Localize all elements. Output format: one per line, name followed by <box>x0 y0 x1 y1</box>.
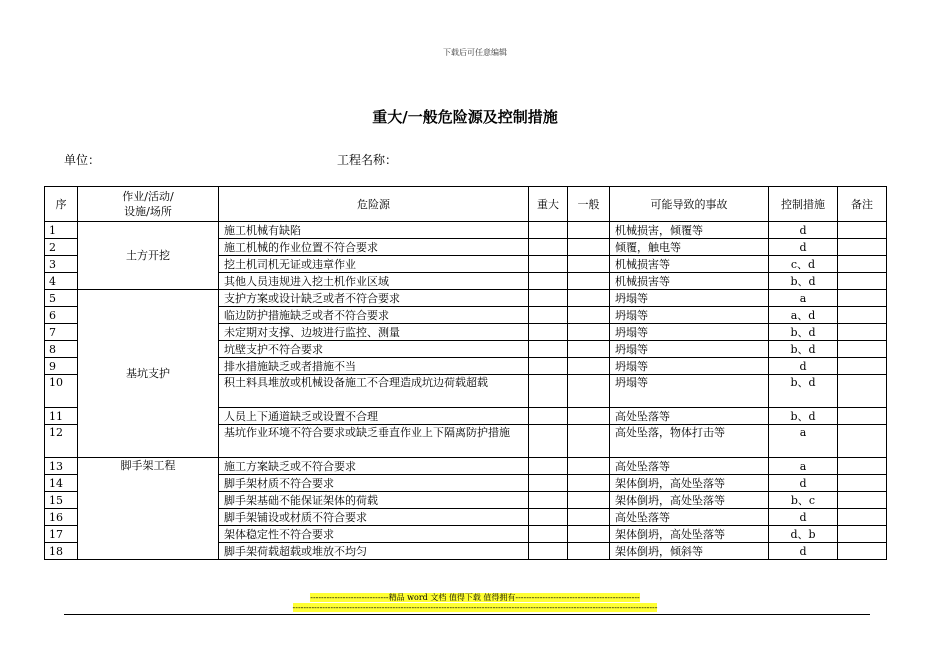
remarks-cell <box>838 375 887 408</box>
general-cell <box>568 526 610 543</box>
row-number: 8 <box>45 341 78 358</box>
control-cell: b、c <box>769 492 838 509</box>
row-number: 7 <box>45 324 78 341</box>
hazard-cell: 施工机械有缺陷 <box>219 222 529 239</box>
col-header-general: 一般 <box>568 187 610 222</box>
row-number: 18 <box>45 543 78 560</box>
remarks-cell <box>838 458 887 475</box>
row-number: 4 <box>45 273 78 290</box>
hazard-cell: 施工机械的作业位置不符合要求 <box>219 239 529 256</box>
remarks-cell <box>838 475 887 492</box>
control-cell: d <box>769 358 838 375</box>
major-cell <box>529 290 568 307</box>
general-cell <box>568 324 610 341</box>
accident-cell: 高处坠落等 <box>610 509 769 526</box>
accident-cell: 架体倒坍，高处坠落等 <box>610 492 769 509</box>
major-cell <box>529 458 568 475</box>
row-number: 17 <box>45 526 78 543</box>
hazard-cell: 未定期对支撑、边坡进行监控、测量 <box>219 324 529 341</box>
general-cell <box>568 290 610 307</box>
major-cell <box>529 307 568 324</box>
col-header-remarks: 备注 <box>838 187 887 222</box>
unit-label: 单位： <box>64 153 101 167</box>
header-note: 下载后可任意编辑 <box>443 48 507 57</box>
major-cell <box>529 475 568 492</box>
remarks-cell <box>838 543 887 560</box>
table-row <box>45 458 887 475</box>
col-header-hazard: 危险源 <box>219 187 529 222</box>
row-number: 1 <box>45 222 78 239</box>
remarks-cell <box>838 408 887 425</box>
major-cell <box>529 375 568 408</box>
general-cell <box>568 492 610 509</box>
table-row <box>45 290 887 307</box>
remarks-cell <box>838 256 887 273</box>
row-number: 3 <box>45 256 78 273</box>
accident-cell: 坍塌等 <box>610 307 769 324</box>
category-cell: 脚手架工程 <box>78 458 219 560</box>
hazard-cell: 人员上下通道缺乏或设置不合理 <box>219 408 529 425</box>
row-number: 11 <box>45 408 78 425</box>
row-number: 16 <box>45 509 78 526</box>
major-cell <box>529 543 568 560</box>
accident-cell: 倾覆，触电等 <box>610 239 769 256</box>
remarks-cell <box>838 324 887 341</box>
major-cell <box>529 509 568 526</box>
row-number: 2 <box>45 239 78 256</box>
control-cell: b、d <box>769 273 838 290</box>
general-cell <box>568 358 610 375</box>
control-cell: c、d <box>769 256 838 273</box>
hazard-cell: 施工方案缺乏或不符合要求 <box>219 458 529 475</box>
control-cell: a <box>769 290 838 307</box>
col-header-activity-line1: 作业/活动/ <box>122 190 174 203</box>
accident-cell: 机械损害，倾覆等 <box>610 222 769 239</box>
project-name-label: 工程名称： <box>337 153 398 167</box>
accident-cell: 机械损害等 <box>610 273 769 290</box>
major-cell <box>529 222 568 239</box>
control-cell: b、d <box>769 375 838 408</box>
col-header-activity <box>78 187 219 222</box>
hazard-table <box>44 186 887 560</box>
remarks-cell <box>838 290 887 307</box>
row-number: 14 <box>45 475 78 492</box>
general-cell <box>568 341 610 358</box>
remarks-cell <box>838 239 887 256</box>
category-cell: 基坑支护 <box>78 290 219 458</box>
remarks-cell <box>838 526 887 543</box>
major-cell <box>529 408 568 425</box>
hazard-cell: 其他人员违规进入挖土机作业区域 <box>219 273 529 290</box>
col-header-control: 控制措施 <box>769 187 838 222</box>
accident-cell: 坍塌等 <box>610 341 769 358</box>
hazard-cell: 脚手架基础不能保证架体的荷载 <box>219 492 529 509</box>
hazard-cell: 脚手架材质不符合要求 <box>219 475 529 492</box>
general-cell <box>568 239 610 256</box>
major-cell <box>529 425 568 458</box>
row-number: 13 <box>45 458 78 475</box>
major-cell <box>529 358 568 375</box>
accident-cell: 机械损害等 <box>610 256 769 273</box>
control-cell: d <box>769 509 838 526</box>
accident-cell: 高处坠落等 <box>610 458 769 475</box>
hazard-cell: 挖土机司机无证或违章作业 <box>219 256 529 273</box>
hazard-cell: 脚手架荷载超载或堆放不均匀 <box>219 543 529 560</box>
remarks-cell <box>838 509 887 526</box>
row-number: 5 <box>45 290 78 307</box>
footer-dashes-text: --------------------------------------------------------------------------------------------------------------------------------------- <box>292 603 658 612</box>
major-cell <box>529 239 568 256</box>
accident-cell: 高处坠落等 <box>610 408 769 425</box>
row-number: 9 <box>45 358 78 375</box>
general-cell <box>568 408 610 425</box>
row-number: 15 <box>45 492 78 509</box>
hazard-cell: 积土料具堆放或机械设备施工不合理造成坑边荷载超载 <box>219 375 529 408</box>
control-cell: b、d <box>769 408 838 425</box>
control-cell: a <box>769 458 838 475</box>
accident-cell: 坍塌等 <box>610 324 769 341</box>
footer-banner-dashes <box>0 603 950 612</box>
major-cell <box>529 256 568 273</box>
control-cell: d、b <box>769 526 838 543</box>
accident-cell: 高处坠落，物体打击等 <box>610 425 769 458</box>
control-cell: b、d <box>769 324 838 341</box>
general-cell <box>568 273 610 290</box>
control-cell: a、d <box>769 307 838 324</box>
major-cell <box>529 492 568 509</box>
general-cell <box>568 425 610 458</box>
general-cell <box>568 475 610 492</box>
remarks-cell <box>838 358 887 375</box>
major-cell <box>529 341 568 358</box>
control-cell: d <box>769 543 838 560</box>
general-cell <box>568 509 610 526</box>
footer-banner-text: -----------------------------精品 word 文档 值得下载 值得拥有---------------------------------------------- <box>310 593 640 602</box>
col-header-accident: 可能导致的事故 <box>610 187 769 222</box>
major-cell <box>529 273 568 290</box>
general-cell <box>568 222 610 239</box>
hazard-cell: 基坑作业环境不符合要求或缺乏垂直作业上下隔离防护措施 <box>219 425 529 458</box>
accident-cell: 坍塌等 <box>610 290 769 307</box>
col-header-activity-line2: 设施/场所 <box>124 205 172 218</box>
accident-cell: 架体倒坍，高处坠落等 <box>610 475 769 492</box>
remarks-cell <box>838 425 887 458</box>
hazard-cell: 排水措施缺乏或者措施不当 <box>219 358 529 375</box>
footer-banner <box>0 592 950 603</box>
hazard-cell: 坑壁支护不符合要求 <box>219 341 529 358</box>
remarks-cell <box>838 222 887 239</box>
page-title: 重大/一般危险源及控制措施 <box>372 108 558 126</box>
accident-cell: 坍塌等 <box>610 375 769 408</box>
control-cell: d <box>769 475 838 492</box>
hazard-cell: 临边防护措施缺乏或者不符合要求 <box>219 307 529 324</box>
control-cell: d <box>769 239 838 256</box>
row-number: 12 <box>45 425 78 458</box>
remarks-cell <box>838 341 887 358</box>
major-cell <box>529 324 568 341</box>
control-cell: a <box>769 425 838 458</box>
control-cell: b、d <box>769 341 838 358</box>
remarks-cell <box>838 273 887 290</box>
general-cell <box>568 375 610 408</box>
control-cell: d <box>769 222 838 239</box>
accident-cell: 坍塌等 <box>610 358 769 375</box>
category-cell: 土方开挖 <box>78 222 219 290</box>
remarks-cell <box>838 307 887 324</box>
major-cell <box>529 526 568 543</box>
hazard-cell: 支护方案或设计缺乏或者不符合要求 <box>219 290 529 307</box>
accident-cell: 架体倒坍，倾斜等 <box>610 543 769 560</box>
general-cell <box>568 256 610 273</box>
hazard-cell: 脚手架铺设或材质不符合要求 <box>219 509 529 526</box>
table-row <box>45 222 887 239</box>
row-number: 10 <box>45 375 78 408</box>
general-cell <box>568 458 610 475</box>
col-header-seq: 序 <box>45 187 78 222</box>
row-number: 6 <box>45 307 78 324</box>
general-cell <box>568 543 610 560</box>
general-cell <box>568 307 610 324</box>
col-header-major: 重大 <box>529 187 568 222</box>
table-header-row <box>45 187 887 222</box>
bottom-divider <box>64 614 870 615</box>
hazard-cell: 架体稳定性不符合要求 <box>219 526 529 543</box>
accident-cell: 架体倒坍，高处坠落等 <box>610 526 769 543</box>
remarks-cell <box>838 492 887 509</box>
